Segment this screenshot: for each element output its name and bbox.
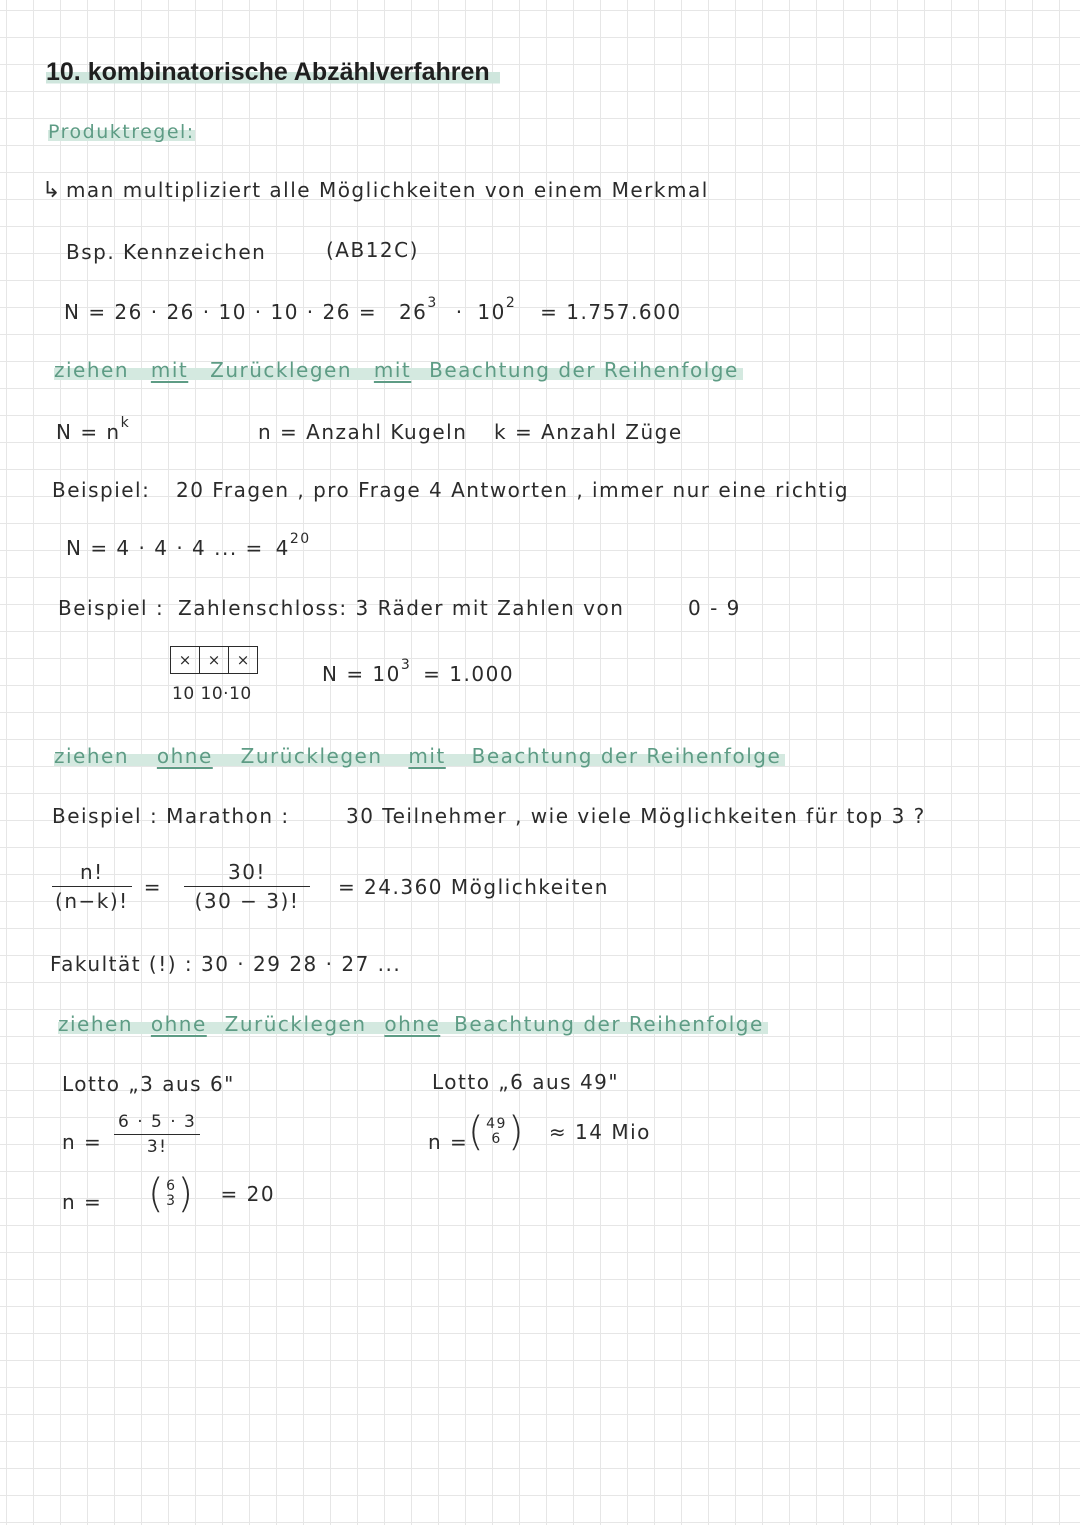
binomial-coefficient [468,1109,526,1155]
lotto-3-aus-6-n-label: n = [62,1130,103,1154]
product-rule-statement [42,178,709,203]
heading-word-underlined: ohne [150,1012,207,1036]
paren-right-icon: ) [177,1171,195,1217]
lotto-3-aus-6-title: Lotto „3 aus 6" [62,1072,235,1096]
section-without-replacement-unordered-heading [58,1012,768,1036]
heading-word: Zurücklegen [224,1012,367,1036]
example2-calc [322,657,515,686]
lotto-6-aus-49-result: ≈ 14 Mio [548,1120,651,1144]
lock-wheels-boxes [170,646,258,674]
lock-wheel-box: × [178,651,192,669]
fraction-denominator: (30 − 3)! [194,889,300,913]
product-rule-text: man multipliziert alle Möglichkeiten von einem Merkmal [65,178,709,202]
paren-left-icon: ( [148,1171,166,1217]
heading-word: Beachtung der Reihenfolge [429,358,739,382]
example1-base: 4 [275,536,290,560]
example2-label: Beispiel : [58,596,165,620]
example1-calc [66,531,311,560]
example2-calc-base: N = 10 [322,662,401,686]
section-with-replacement-ordered-heading [54,358,743,382]
formula-dot: · [455,300,464,324]
marathon-example-label: Beispiel : Marathon : [52,804,290,828]
permutation-formula [52,860,609,913]
example2-calc-exp: 3 [400,657,412,673]
binomial-stack [485,1117,508,1147]
formula-exp-3: 3 [427,295,438,311]
binomial-bottom: 6 [491,1131,502,1147]
heading-word: ziehen [54,744,130,768]
definition-n: n = Anzahl Kugeln [258,420,468,444]
example1-text: 20 Fragen , pro Frage 4 Antworten , immer nur eine richtig [176,478,850,502]
formula-exp-2: 2 [505,295,517,311]
binomial-stack [165,1179,177,1209]
fraction [114,1112,200,1157]
heading-word: Beachtung der Reihenfolge [454,1012,764,1036]
product-rule-heading: Produktregel: [48,121,195,143]
binomial-top: 6 [166,1178,177,1194]
binomial-bottom: 3 [166,1193,177,1209]
lock-wheels-caption: 10 10·10 [172,684,252,704]
section-without-replacement-ordered-heading [54,744,785,768]
example1-exp: 20 [289,531,311,547]
paren-left-icon: ( [468,1109,486,1155]
formula-base-26: 26 [398,300,428,324]
definition-k: k = Anzahl Züge [494,420,683,444]
fraction-numerator: n! [52,860,132,887]
heading-word-underlined: mit [150,358,189,382]
lotto-3-aus-6-fraction [114,1112,200,1157]
lotto-3-aus-6-binomial [148,1171,276,1217]
product-rule-formula [64,295,682,324]
heading-word: ziehen [58,1012,134,1036]
arrow-right-turn-icon: ↳ [42,178,62,203]
example2-range: 0 - 9 [688,596,741,620]
lotto-3-aus-6-result: = 20 [220,1182,276,1206]
paren-right-icon: ) [507,1109,526,1155]
fraction-denominator: 3! [146,1137,168,1157]
heading-word-underlined: mit [408,744,446,768]
fraction-n-over-n-minus-k [52,860,132,913]
heading-word: Beachtung der Reihenfolge [471,744,782,768]
fraction-30-over-27 [184,860,310,913]
formula-n-power-k [56,415,131,444]
factorial-note: Fakultät (!) : 30 · 29 28 · 27 ... [50,952,402,976]
binomial-top: 49 [486,1116,507,1132]
example1-calc-text: N = 4 · 4 · 4 ... = [66,536,264,560]
example2-text: Zahlenschloss: 3 Räder mit Zahlen von [178,596,625,620]
example1-label: Beispiel: [52,478,151,502]
heading-word-underlined: ohne [156,744,213,768]
heading-word: Zurücklegen [240,744,383,768]
lotto-6-aus-49-binomial [468,1109,651,1155]
formula-n-base: N = n [56,420,121,444]
lotto-6-aus-49-title: Lotto „6 aus 49" [432,1070,620,1094]
formula-product: N = 26 · 26 · 10 · 10 · 26 = [64,300,378,324]
heading-word-underlined: ohne [384,1012,441,1036]
page-title: 10. kombinatorische Abzählverfahren [46,58,500,87]
fraction-numerator: 6 · 5 · 3 [114,1112,200,1135]
formula-k-exp: k [120,415,131,431]
plate-example-value: (AB12C) [326,238,419,262]
lotto-3-aus-6-n-label-2: n = [62,1190,103,1214]
equals-sign: = [143,874,162,899]
plate-example-label: Bsp. Kennzeichen [66,240,267,264]
heading-word: Zurücklegen [210,358,353,382]
permutation-result: = 24.360 Möglichkeiten [337,874,609,899]
fraction-denominator: (n−k)! [55,889,129,913]
binomial-coefficient [148,1171,195,1217]
lock-wheel-box: × [199,647,228,673]
formula-result: = 1.757.600 [540,300,682,324]
marathon-example-text: 30 Teilnehmer , wie viele Möglichkeiten für top 3 ? [346,804,926,828]
heading-word: ziehen [54,358,130,382]
heading-word-underlined: mit [373,358,412,382]
example2-result: = 1.000 [423,662,515,686]
formula-base-10: 10 [477,300,506,324]
fraction-numerator: 30! [184,860,310,887]
lotto-6-aus-49-n-label: n = [428,1130,469,1154]
lock-wheel-box: × [228,647,257,673]
